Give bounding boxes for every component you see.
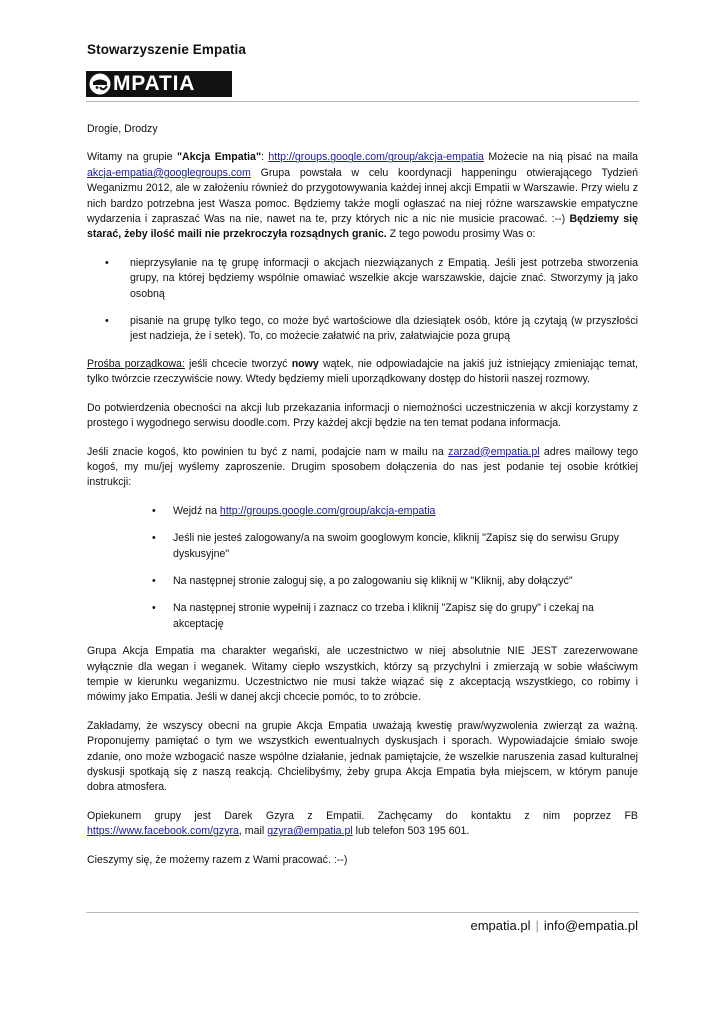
page-header-title: Stowarzyszenie Empatia — [87, 42, 247, 57]
instruction-list — [87, 504, 638, 632]
footer-divider — [86, 912, 639, 913]
list-item — [87, 504, 638, 519]
contact-text: , mail — [238, 825, 268, 838]
vegan-paragraph: Grupa Akcja Empatia ma charakter wegański, ale uczestnictwo w niej absolutnie NIE JEST zarezerwowane wyłącznie dla wegan i weganek. Witamy ciepło wszystkich, którzy są przychylni i zmierzają w sobie właściwym tempie w kierunku weganizmu. Uczestnictwo nie musi także wiązać się z akceptacją wszystkiego, co robimy i mówimy jako Empatia. Jeśli w danej akcji chcecie pomóc, to to zróbcie. — [87, 645, 638, 704]
step-text: Wejdź na — [173, 504, 220, 517]
invite-paragraph — [87, 445, 638, 491]
order-request-paragraph — [87, 357, 638, 388]
order-request-label: Prośba porządkowa: — [87, 357, 185, 370]
contact-text: Opiekunem grupy jest Darek Gzyra z Empatii. Zachęcamy do kontaktu z nim poprzez FB — [87, 809, 638, 822]
list-item: • Jeśli nie jesteś zalogowany/a na swoim googlowym koncie, kliknij "Zapisz się do serwisu Grupy dyskusyjne" — [87, 531, 638, 562]
greeting: Drogie, Drodzy — [87, 123, 158, 135]
request-list — [87, 256, 638, 345]
intro-paragraph — [87, 150, 638, 242]
letter-body — [87, 122, 638, 881]
logo-text: MPATIA — [113, 72, 196, 95]
list-item: • nieprzysyłanie na tę grupę informacji o akcjach niezwiązanych z Empatią. Jeśli jest potrzeba stworzenia grupy, na której będziemy wspólnie omawiać wszelkie akcje warszawskie, dajcie znać. Stworzymy ją jako osobną — [87, 256, 638, 302]
intro-text: Witamy na grupie — [87, 151, 177, 164]
contact-text: lub telefon 503 195 601. — [352, 825, 470, 838]
facebook-link[interactable]: https://www.facebook.com/gzyra — [87, 825, 239, 838]
list-item: • pisanie na grupę tylko tego, co może być wartościowe dla dziesiątek osób, które ją czytają (w przyszłości jest nadzieja, że i setek). To, co możecie załatwić na priv, załatwiajcie poza grupą — [87, 314, 638, 345]
footer-email: info@empatia.pl — [543, 918, 638, 933]
list-item: • Na następnej stronie wypełnij i zaznacz co trzeba i kliknij "Zapisz się do grupy" i czekaj na akceptację — [87, 601, 638, 632]
order-text: wątek, nie odpowiadajcie na jakiś już istniejący zmieniając temat, tylko twórzcie rzeczywiście nowy. Wtedy będziemy mieli uporządkowany dostęp do historii naszej rozmowy. — [87, 357, 638, 386]
closing-line: Cieszymy się, że możemy razem z Wami pracować. :--) — [87, 853, 348, 866]
order-bold: nowy — [291, 357, 319, 370]
contact-email-link[interactable]: gzyra@empatia.pl — [267, 825, 353, 838]
intro-text: Z tego powodu prosimy Was o: — [386, 228, 536, 241]
order-text: jeśli chcecie tworzyć — [184, 357, 292, 370]
group-name: "Akcja Empatia" — [176, 151, 261, 164]
group-url-link[interactable]: http://groups.google.com/group/akcja-empatia — [268, 151, 484, 164]
footer — [470, 918, 638, 933]
invite-text: Jeśli znacie kogoś, kto powinien tu być z nami, podajcie nam w mailu na — [87, 445, 449, 458]
discussion-paragraph: Zakładamy, że wszyscy obecni na grupie Akcja Empatia uważają kwestię praw/wyzwolenia zwierząt za ważną. Proponujemy pamiętać o tym we wszystkich ewentualnych dyskusjach i sporach. Wypowiadajcie śmiało swoje zdanie, ono może wzbogacić nasze wspólne działanie, jednak pamiętajcie, że wszelkie naruszenia zasad kulturalnej dyskusji spotkają się z naszą reakcją. Chcielibyśmy, żeby grupa Akcja Empatia była miejscem, w którym panuje dobra atmosfera. — [87, 719, 638, 794]
intro-text: Możecie na nią pisać na maila — [483, 151, 638, 164]
footer-separator: | — [535, 918, 539, 933]
step-group-url-link[interactable]: http://groups.google.com/group/akcja-empatia — [219, 504, 436, 517]
intro-colon: : — [260, 151, 269, 164]
group-email-link[interactable]: akcja-empatia@googlegroups.com — [87, 166, 251, 179]
header-divider — [86, 101, 639, 102]
footer-site: empatia.pl — [470, 918, 531, 933]
contact-paragraph — [87, 809, 638, 840]
empatia-logo-icon — [88, 72, 112, 96]
board-email-link[interactable]: zarzad@empatia.pl — [448, 445, 540, 458]
empatia-logo — [86, 71, 232, 97]
list-item: • Na następnej stronie zaloguj się, a po zalogowaniu się kliknij w "Kliknij, aby dołączyć" — [87, 574, 638, 589]
intro-text: Grupa powstała w celu koordynacji happeningu otwierającego Tydzień Weganizmu 2012, ale w założeniu również do przygotowywania każdej innej akcji Empatii w Warszawie. Przy wielu z nich bardzo potrzebna jest Wasza pomoc. Będziemy także mogli ogłaszać na niej różne warszawskie empatyczne wydarzenia i zapraszać Was na nie, nawet na te, przy których nic a nic nie musicie pracować. :--) — [87, 166, 638, 226]
invite-text: adres mailowy tego kogoś, my mu/jej wyślemy zaproszenie. Drugim sposobem dołączenia do nas jest podanie tej osobie krótkiej instrukcji: — [87, 445, 638, 489]
doodle-paragraph: Do potwierdzenia obecności na akcji lub przekazania informacji o niemożności uczestniczenia w akcji korzystamy z prostego i wygodnego serwisu doodle.com. Przy każdej akcji będzie na ten temat podana informacja. — [87, 401, 638, 430]
intro-bold: Będziemy się starać, żeby ilość maili nie przekroczyła rozsądnych granic. — [87, 213, 638, 241]
